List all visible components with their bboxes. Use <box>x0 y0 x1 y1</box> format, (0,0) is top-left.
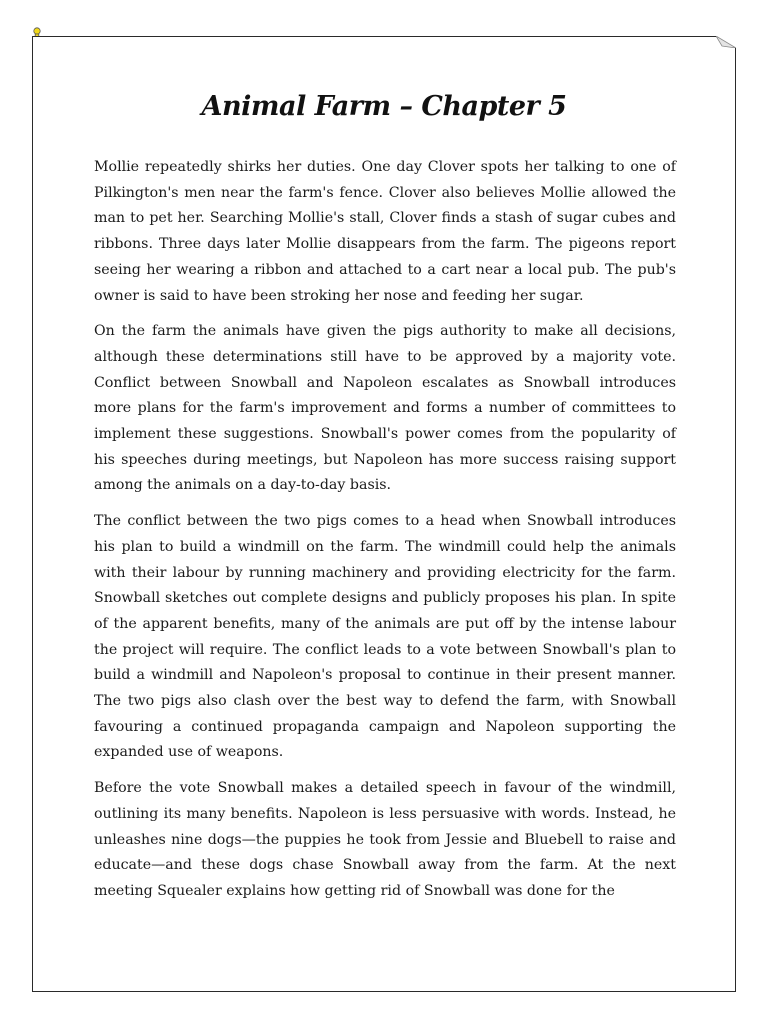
page-title: Animal Farm – Chapter 5 <box>201 91 567 122</box>
document-page <box>32 36 736 992</box>
page-fold-corner <box>716 36 736 48</box>
document-body <box>94 155 676 915</box>
paragraph: On the farm the animals have given the pigs authority to make all decisions, although these determinations still have to be approved by a majority vote. Conflict between Snowball and Napoleon escalates as Snowball introduces more plans for the farm's improvement and forms a number of committees to implement these suggestions. Snowball's power comes from the popularity of his speeches during meetings, but Napoleon has more success raising support among the animals on a day-to-day basis. <box>94 323 676 494</box>
paragraph: Mollie repeatedly shirks her duties. One day Clover spots her talking to one of Pilkington's men near the farm's fence. Clover also believes Mollie allowed the man to pet her. Searching Mollie's stall, Clover finds a stash of sugar cubes and ribbons. Three days later Mollie disappears from the farm. The pigeons report seeing her wearing a ribbon and attached to a cart near a local pub. The pub's owner is said to have been stroking her nose and feeding her sugar. <box>94 159 676 304</box>
paragraph: The conflict between the two pigs comes to a head when Snowball introduces his plan to build a windmill on the farm. The windmill could help the animals with their labour by running machinery and providing electricity for the farm. Snowball sketches out complete designs and publicly proposes his plan. In spite of the apparent benefits, many of the animals are put off by the intense labour the project will require. The conflict leads to a vote between Snowball's plan to build a windmill and Napoleon's proposal to continue in their present manner. The two pigs also clash over the best way to defend the farm, with Snowball favouring a continued propaganda campaign and Napoleon supporting the expanded use of weapons. <box>94 513 676 761</box>
paragraph: Before the vote Snowball makes a detailed speech in favour of the windmill, outlining its many benefits. Napoleon is less persuasive with words. Instead, he unleashes nine dogs—the puppies he took from Jessie and Bluebell to raise and educate—and these dogs chase Snowball away from the farm. At the next meeting Squealer explains how getting rid of Snowball was done for the <box>94 780 676 899</box>
